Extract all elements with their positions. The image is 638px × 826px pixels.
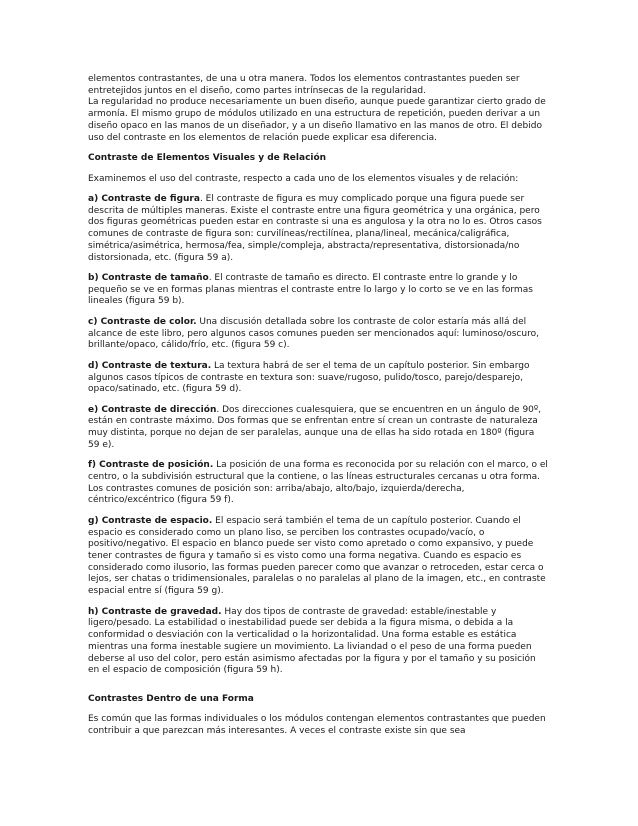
section-heading-2: Contrastes Dentro de una Forma — [88, 693, 254, 704]
item-a — [88, 194, 548, 264]
item-f — [88, 460, 548, 507]
item-h — [88, 607, 548, 677]
item-b-text: . El contraste de tamaño es directo. El contraste entre lo grande y lo pequeño se ve en formas planas mientras el contraste entre lo largo y lo corto se ve en las formas lineales (figura 59 b). — [88, 273, 533, 307]
item-c-label: c) Contraste de color. — [88, 316, 197, 327]
document-page — [88, 74, 548, 738]
item-b-label: b) Contraste de tamaño — [88, 273, 209, 284]
item-a-label: a) Contraste de figura — [88, 194, 200, 205]
item-e-label: e) Contraste de dirección — [88, 404, 217, 415]
item-h-label: h) Contraste de gravedad. — [88, 606, 222, 617]
intro-paragraph: elementos contrastantes, de una u otra manera. Todos los elementos contrastantes pueden ser entretejidos juntos en el diseño, como partes intrínsecas de la regularidad. — [88, 74, 520, 96]
item-h-text: Hay dos tipos de contraste de gravedad: estable/inestable y ligero/pesado. La estabilidad o inestabilidad puede ser debida a la figura misma, o debida a la conformidad o desviación con la verticalidad o la horizontalidad. Una forma estable es estática mientras una forma inestable sugiere un movimiento. La liviandad o el peso de una forma pueden deberse al uso del color, pero están asimismo afectadas por la figura y por el tamaño y su posición en el espacio de composición (figura 59 h). — [88, 606, 536, 676]
item-d-label: d) Contraste de textura. — [88, 360, 212, 371]
section-intro: Examinemos el uso del contraste, respecto a cada uno de los elementos visuales y de relación: — [88, 173, 519, 184]
item-e — [88, 405, 548, 452]
item-g — [88, 516, 548, 598]
item-c — [88, 317, 548, 352]
intro-paragraph-2: La regularidad no produce necesariamente un buen diseño, aunque puede garantizar cierto grado de armonía. El mismo grupo de módulos utilizado en una estructura de repetición, pueden derivar a un diseño opaco en las manos de un diseñador, y a un diseño llamativo en las manos de otro. El debido uso del contraste en los elementos de relación puede explicar esa diferencia. — [88, 97, 546, 143]
section-2-paragraph: Es común que las formas individuales o los módulos contengan elementos contrastantes que pueden contribuir a que parezcan más interesantes. A veces el contraste existe sin que sea — [88, 714, 546, 737]
item-c-text: Una discusión detallada sobre los contraste de color estaría más allá del alcance de este libro, pero algunos casos comunes pueden ser mencionados aquí: luminoso/oscuro, brillante/opaco, cálido/frío, etc. (figura 59 c). — [88, 316, 539, 351]
item-g-text: El espacio será también el tema de un capítulo posterior. Cuando el espacio es considerado como un plano liso, se perciben los contrastes ocupado/vacío, o positivo/negativo. El espacio en blanco puede ser visto como apretado o como expansivo, y puede tener contrastes de figura y tamaño si es visto como una forma negativa. Cuando es espacio es considerado como ilusorio, las formas pueden parecer como que avanzar o retroceden, estar cerca o lejos, ser chatas o tridimensionales, paralelas o no paralelas al plano de la imagen, etc., en contraste espacial entre sí (figura 59 g). — [88, 515, 546, 597]
item-b — [88, 273, 548, 308]
item-g-label: g) Contraste de espacio. — [88, 515, 213, 526]
item-d — [88, 361, 548, 396]
item-f-text: La posición de una forma es reconocida por su relación con el marco, o el centro, o la subdivisión estructural que la contiene, o las líneas estructurales cercanas u otra forma. Los contrastes comunes de posición son: arriba/abajo, alto/bajo, izquierda/derecha, céntrico/excéntrico (figura 59 f). — [88, 460, 548, 506]
item-d-text: La textura habrá de ser el tema de un capítulo posterior. Sin embargo algunos casos típicos de contraste en textura son: suave/rugoso, pulido/tosco, parejo/desparejo, opaco/satinado, etc. (figura 59 d). — [88, 360, 530, 395]
section-heading: Contraste de Elementos Visuales y de Relación — [88, 153, 327, 164]
item-e-text: . Dos direcciones cualesquiera, que se encuentren en un ángulo de 90º, están en contraste máximo. Dos formas que se enfrentan entre sí crean un contraste de naturaleza muy distinta, porque no dejan de ser paralelas, aunque una de ellas ha sido rotada en 180º (figura 59 e). — [88, 404, 542, 450]
item-f-label: f) Contraste de posición. — [88, 460, 214, 471]
item-a-text: . El contraste de figura es muy complicado porque una figura puede ser descrita de múltiples maneras. Existe el contraste entre una figura geométrica y una orgánica, pero dos figuras geométricas pueden estar en contraste si una es angulosa y la otra no lo es. Otros casos comunes de contraste de figura son: curvilíneas/rectilínea, plana/lineal, mecánica/caligráfica, simétrica/asimétrica, hermosa/fea, simple/compleja, abstracta/representativa, distorsionada/no distorsionada, etc. (figura 59 a). — [88, 194, 542, 263]
